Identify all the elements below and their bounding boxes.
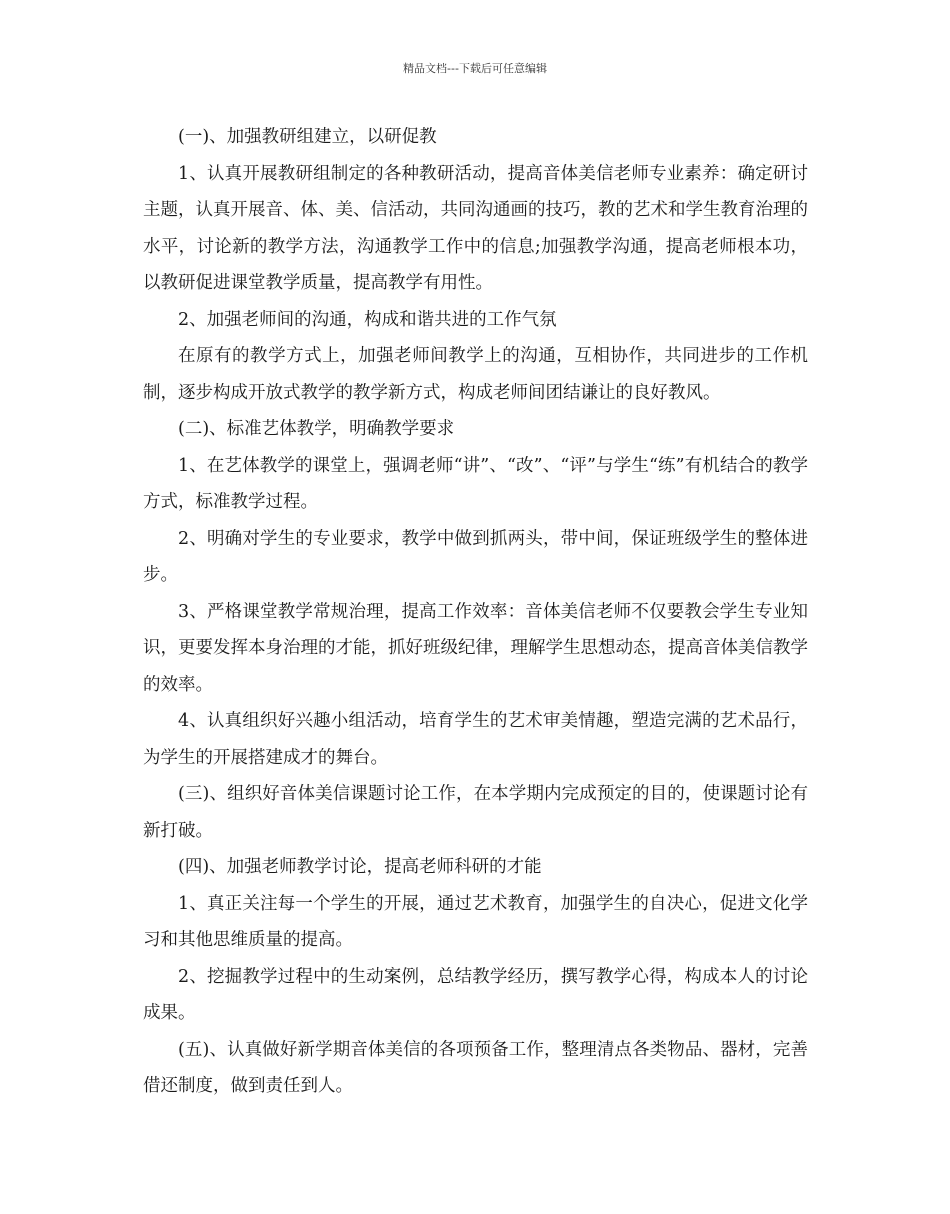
paragraph: 4、认真组织好兴趣小组活动，培育学生的艺术审美情趣，塑造完满的艺术品行，为学生的开展搭建成才的舞台。 [143,711,808,768]
paragraph: 3、严格课堂教学常规治理，提高工作效率：音体美信老师不仅要教会学生专业知识，更要发挥本身治理的才能，抓好班级纪律，理解学生思想动态，提高音体美信教学的效率。 [143,601,808,695]
paragraph: 2、明确对学生的专业要求，教学中做到抓两头，带中间，保证班级学生的整体进步。 [143,528,808,585]
paragraph: 1、真正关注每一个学生的开展，通过艺术教育，加强学生的自决心，促进文化学习和其他思维质量的提高。 [143,893,808,950]
section-heading-3: (三)、组织好音体美信课题讨论工作，在本学期内完成预定的目的，使课题讨论有新打破。 [143,784,808,841]
section-heading-2: (二)、标准艺体教学，明确教学要求 [178,419,455,439]
page-header: 精品文档---下载后可任意编辑 [403,62,547,75]
paragraph: 1、在艺体教学的课堂上，强调老师“讲”、“改”、“评”与学生“练”有机结合的教学方式，标准教学过程。 [143,455,808,512]
paragraph: 2、加强老师间的沟通，构成和谐共进的工作气氛 [178,309,557,330]
paragraph: 2、挖掘教学过程中的生动案例，总结教学经历，撰写教学心得，构成本人的讨论成果。 [143,966,808,1023]
section-heading-5: (五)、认真做好新学期音体美信的各项预备工作，整理清点各类物品、器材，完善借还制度，做到责任到人。 [143,1039,808,1096]
section-heading-1: (一)、加强教研组建立，以研促教 [178,127,437,147]
section-heading-4: (四)、加强老师教学讨论，提高老师科研的才能 [178,857,542,877]
paragraph: 1、认真开展教研组制定的各种教研活动，提高音体美信老师专业素养：确定研讨主题，认真开展音、体、美、信活动，共同沟通画的技巧，教的艺术和学生教育治理的水平，讨论新的教学方法，沟通教学工作中的信息;加强教学沟通，提高老师根本功，以教研促进课堂教学质量，提高教学有用性。 [143,163,808,293]
paragraph: 在原有的教学方式上，加强老师间教学上的沟通，互相协作，共同进步的工作机制，逐步构成开放式教学的教学新方式，构成老师间团结谦让的良好教风。 [143,346,808,403]
document-body [143,119,808,1105]
